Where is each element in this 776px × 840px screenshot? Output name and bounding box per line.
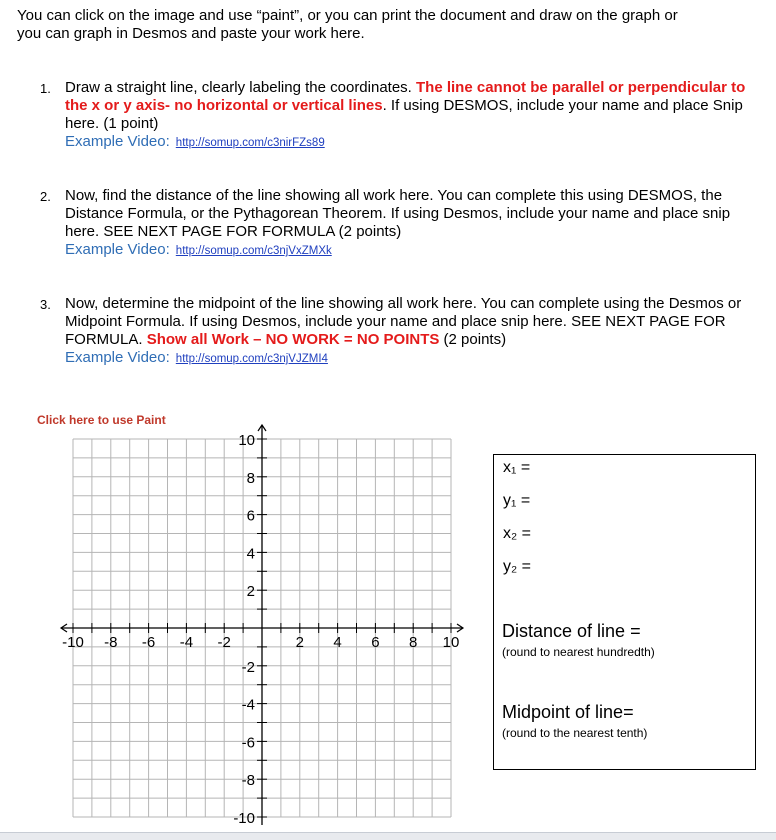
x-tick-label: 4 — [333, 634, 342, 651]
distance-note: (round to nearest hundredth) — [502, 645, 655, 659]
midpoint-note: (round to the nearest tenth) — [502, 726, 648, 740]
x2-label: x₂ = — [503, 525, 531, 542]
y-tick-label: -2 — [241, 658, 255, 676]
example-video-link[interactable]: http://somup.com/c3nirFZs89 — [175, 137, 325, 149]
instruction-text-end: (2 points) — [439, 331, 507, 348]
example-video-label: Example Video: — [65, 241, 170, 258]
example-video-link[interactable]: http://somup.com/c3njVJZMI4 — [175, 353, 328, 365]
y-tick-label: 10 — [238, 432, 255, 449]
y2-label: y₂ = — [503, 558, 531, 575]
y-tick-label: 4 — [246, 545, 255, 563]
y-tick-label: 8 — [246, 469, 255, 487]
x-tick-label: 10 — [442, 634, 460, 651]
y-tick-label: -4 — [241, 696, 255, 714]
y-tick-label: 2 — [246, 583, 255, 601]
instruction-text: Now, determine the midpoint of the line showing all work here. You can complete using the Desmos or Midpoint Formula. If using Desmos, include your name and place snip here. SEE NEXT PAGE FOR FORMULA. — [65, 295, 742, 348]
x-tick-label: -4 — [179, 634, 194, 651]
instruction-text: Now, find the distance of the line showing all work here. You can complete this using DESMOS, the Distance Formula, or the Pythagorean Theorem. If using Desmos, include your name and place snip here. SEE NEXT PAGE FOR FORMULA (2 points) — [65, 187, 731, 240]
intro-line-1: You can click on the image and use “paint”, or you can print the document and draw on the graph or — [17, 7, 678, 24]
x-tick-label: 2 — [295, 634, 304, 651]
y-tick-label: -6 — [241, 734, 255, 752]
x-tick-label: -6 — [141, 634, 156, 651]
midpoint-label: Midpoint of line= — [502, 702, 634, 722]
example-video-label: Example Video: — [65, 133, 170, 150]
x1-label: x₁ = — [503, 459, 531, 476]
x-tick-label: -8 — [104, 634, 118, 651]
x-tick-label: -2 — [217, 634, 231, 651]
item-number: 1. — [40, 81, 51, 96]
y-tick-label: -10 — [233, 810, 255, 827]
example-video-label: Example Video: — [65, 349, 170, 366]
intro-text — [17, 7, 757, 43]
y-tick-label: -8 — [241, 772, 255, 790]
item-number: 2. — [40, 189, 51, 204]
intro-line-2: you can graph in Desmos and paste your work here. — [17, 25, 365, 42]
coordinate-plane — [48, 414, 478, 834]
instruction-warning: Show all Work – NO WORK = NO POINTS — [146, 331, 440, 348]
paint-link[interactable]: Click here to use Paint — [37, 413, 166, 427]
x-tick-label: 8 — [409, 634, 418, 651]
x-tick-label: 6 — [371, 634, 380, 651]
y-tick-label: 6 — [246, 507, 255, 525]
x-tick-label: -10 — [62, 634, 84, 651]
item-number: 3. — [40, 297, 51, 312]
answer-box — [493, 454, 756, 770]
instruction-text-end: . If using DESMOS, include your name and place Snip here. (1 point) — [65, 97, 743, 132]
instruction-warning: The line cannot be parallel or perpendicular to the x or y axis- no horizontal or vertical lines — [65, 79, 746, 114]
distance-label: Distance of line = — [502, 621, 641, 641]
y1-label: y₁ = — [503, 492, 531, 509]
example-video-link[interactable]: http://somup.com/c3njVxZMXk — [175, 245, 332, 257]
coordinate-graph-image[interactable] — [48, 414, 478, 839]
instruction-text: Draw a straight line, clearly labeling the coordinates. — [65, 79, 417, 96]
